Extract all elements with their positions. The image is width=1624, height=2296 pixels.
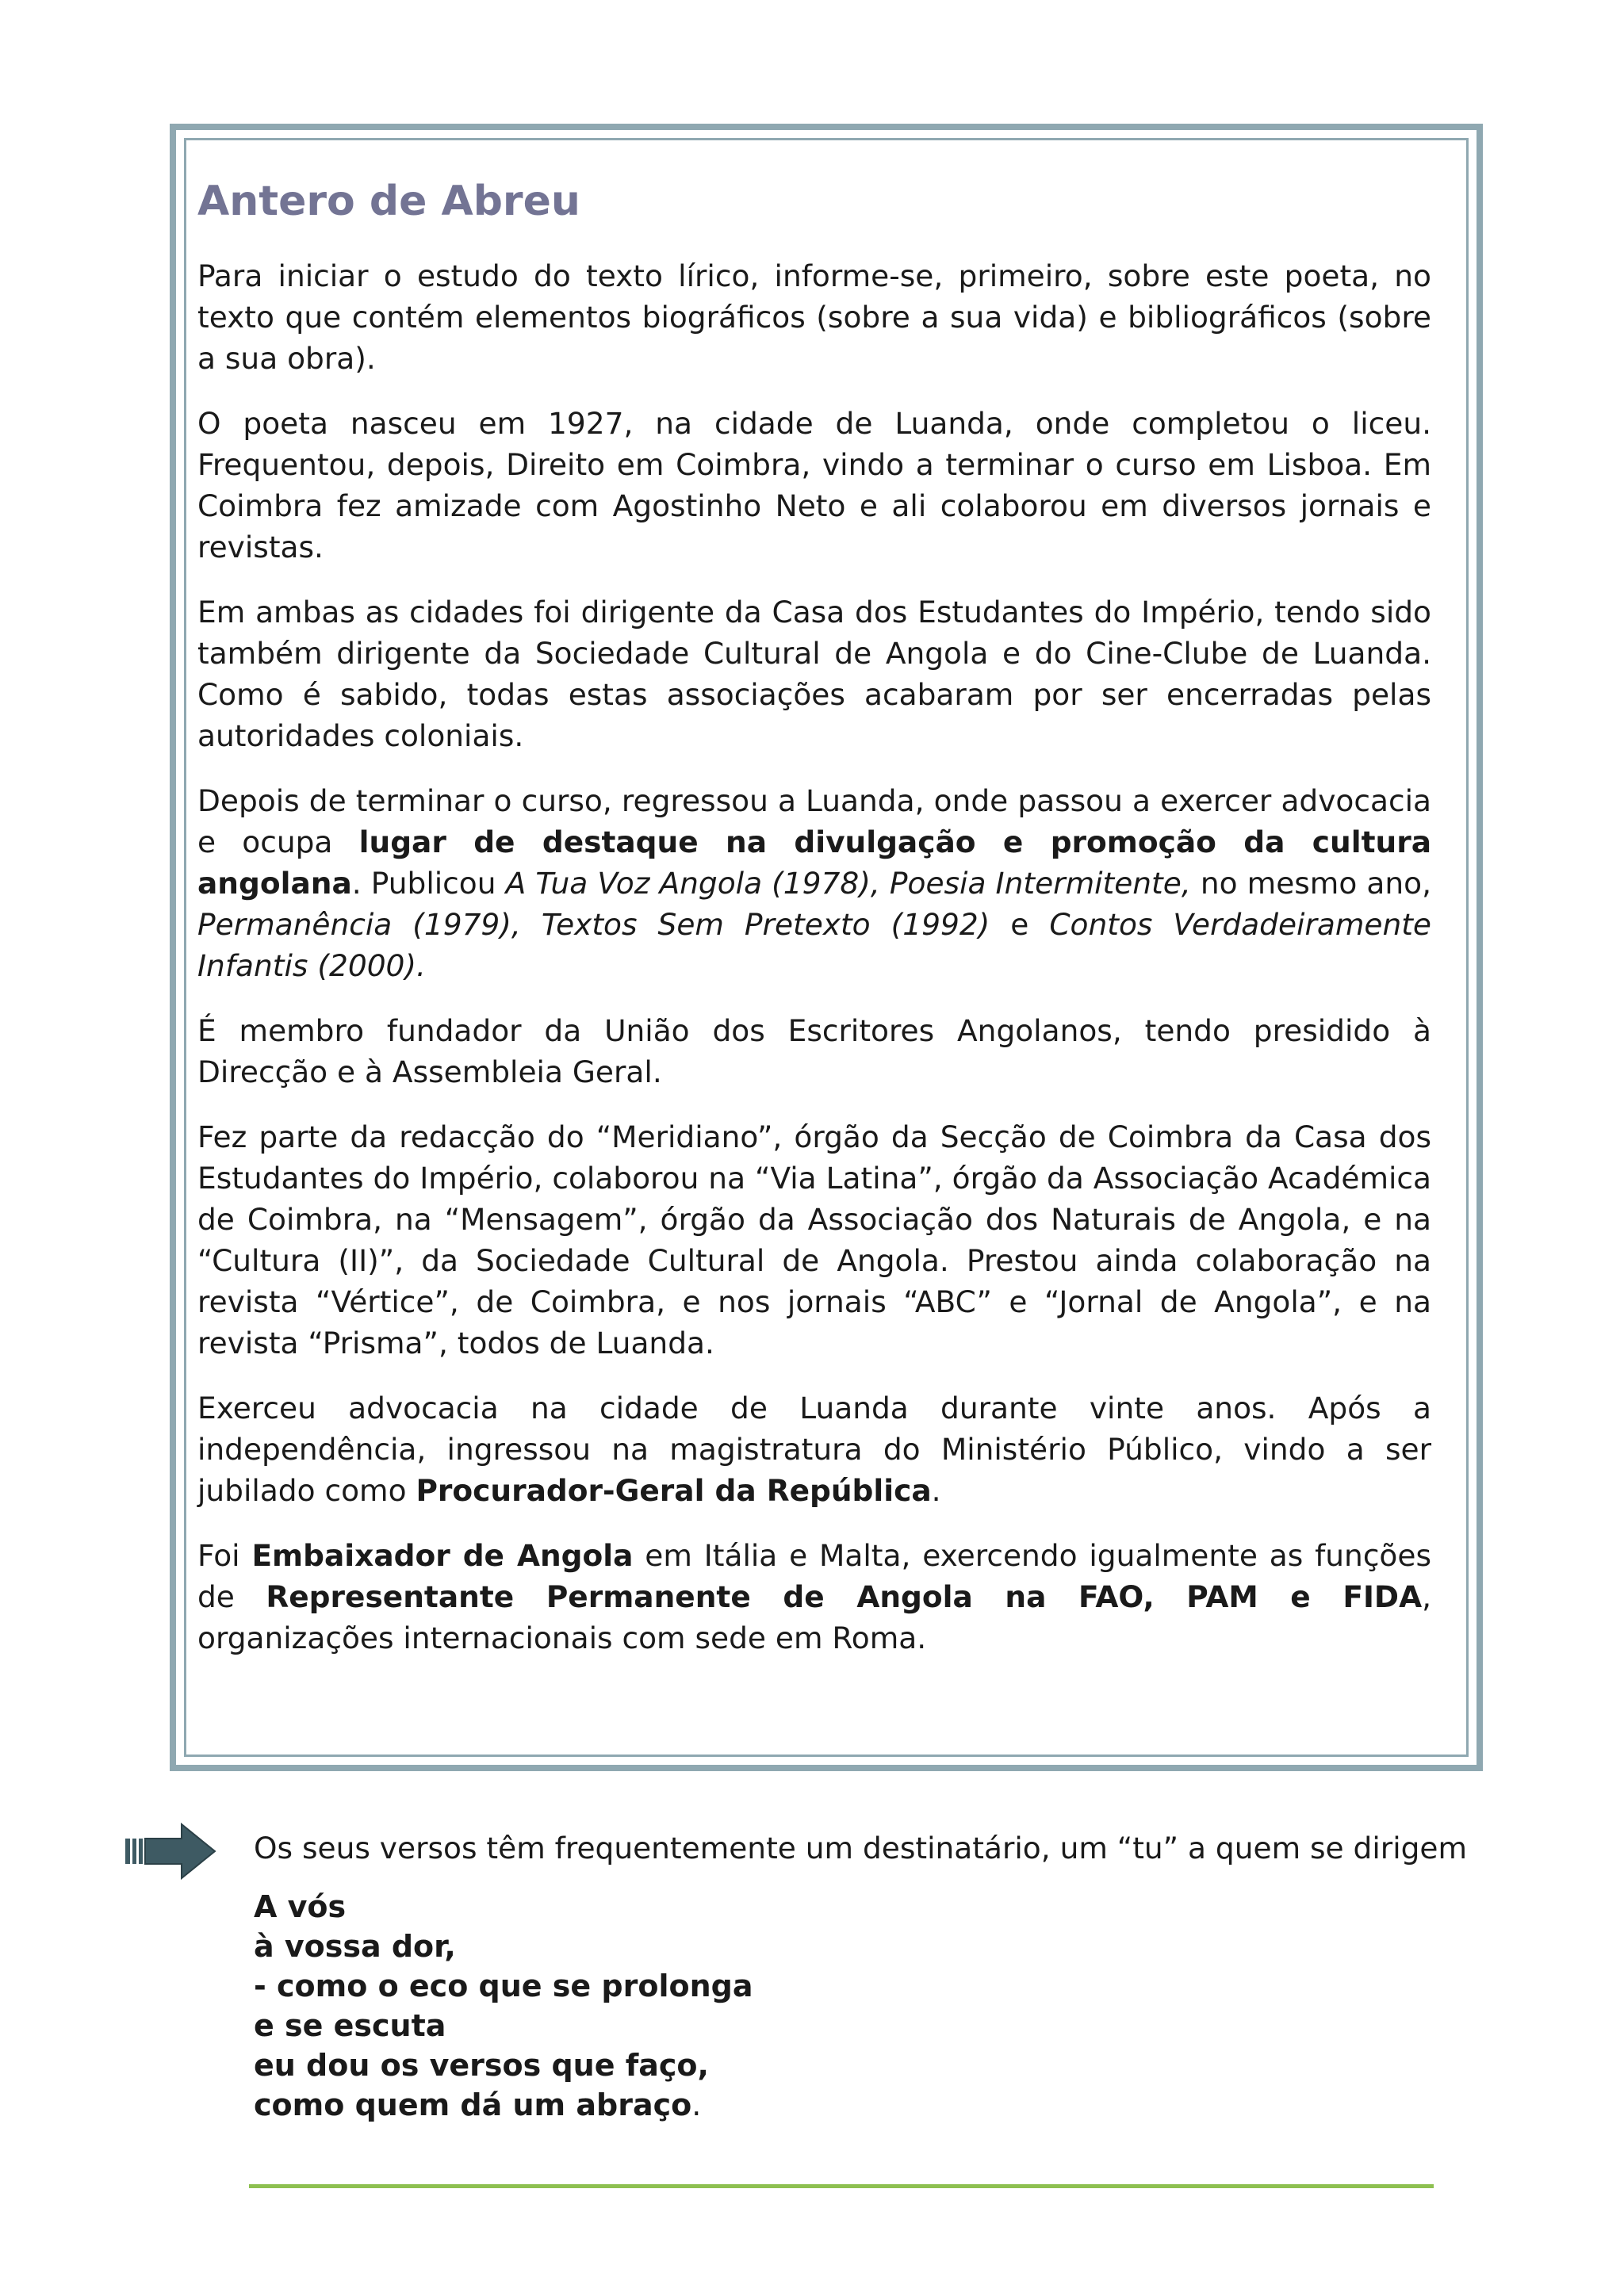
text-run: É membro fundador da União dos Escritores Angolanos, tendo presidido à Direcção e à Assembleia Geral. <box>197 1013 1431 1089</box>
bio-paragraph <box>197 1387 1431 1511</box>
poem-line: eu dou os versos que faço, <box>254 2048 709 2083</box>
text-run: , organizações internacionais com sede em Roma. <box>197 1579 1432 1655</box>
poem-line: - como o eco que se prolonga <box>254 1969 753 2003</box>
poem-line: como quem dá um abraço <box>254 2087 692 2122</box>
bio-paragraph <box>197 1535 1431 1659</box>
text-run: . Publicou <box>351 866 506 901</box>
italic-text: Permanência (1979), Textos Sem Pretexto (1992) <box>197 907 990 942</box>
bio-paragraph <box>197 1010 1431 1093</box>
bold-text: Procurador-Geral da República <box>416 1473 932 1508</box>
text-run: Para iniciar o estudo do texto lírico, informe-se, primeiro, sobre este poeta, no texto que contém elementos biográficos (sobre a sua vida) e bibliográficos (sobre a sua obra). <box>197 258 1431 376</box>
text-run: Fez parte da redacção do “Meridiano”, órgão da Secção de Coimbra da Casa dos Estudantes do Império, colaborou na “Via Latina”, órgão da Associação Académica de Coimbra, na “Mensagem”, órgão da Associação dos Naturais de Angola, e na “Cultura (II)”, da Sociedade Cultural de Angola. Prestou ainda colaboração na revista “Vértice”, de Coimbra, e nos jornais “ABC” e “Jornal de Angola”, e na revista “Prisma”, todos de Luanda. <box>197 1119 1431 1360</box>
poem-line: à vossa dor, <box>254 1929 456 1964</box>
text-run: Em ambas as cidades foi dirigente da Casa dos Estudantes do Império, tendo sido também dirigente da Sociedade Cultural de Angola e do Cine-Clube de Luanda. Como é sabido, todas estas associações acabaram por ser encerradas pelas autoridades coloniais. <box>197 595 1431 753</box>
bio-paragraphs <box>197 255 1431 1659</box>
bio-box <box>197 171 1431 1682</box>
poem-final-period: . <box>691 2087 702 2122</box>
bio-paragraph <box>197 255 1431 379</box>
poem-intro: Os seus versos têm frequentemente um destinatário, um “tu” a quem se dirigem <box>254 1831 1468 1866</box>
bold-text: lugar de destaque na divulgação e promoção da cultura angolana <box>197 825 1432 901</box>
bio-paragraph <box>197 591 1431 756</box>
text-run: O poeta nasceu em 1927, na cidade de Luanda, onde completou o liceu. Frequentou, depois, Direito em Coimbra, vindo a terminar o curso em Lisboa. Em Coimbra fez amizade com Agostinho Neto e ali colaborou em diversos jornais e revistas. <box>197 406 1431 564</box>
poem <box>254 1887 753 2125</box>
bio-title: Antero de Abreu <box>197 178 580 225</box>
italic-text: A Tua Voz Angola (1978), Poesia Intermitente, <box>505 866 1191 901</box>
text-run: Exerceu advocacia na cidade de Luanda durante vinte anos. Após a independência, ingressou na magistratura do Ministério Público, vindo a ser jubilado como <box>197 1391 1431 1508</box>
bold-text: Representante Permanente de Angola na FAO, PAM e FIDA <box>266 1579 1423 1614</box>
poem-line: A vós <box>254 1889 347 1924</box>
bio-paragraph <box>197 403 1431 568</box>
text-run: em Itália e Malta, exercendo igualmente as funções de <box>197 1538 1431 1614</box>
italic-text: Contos Verdadeiramente Infantis (2000). <box>197 907 1431 983</box>
bold-text: Embaixador de Angola <box>251 1538 634 1573</box>
poem-line-last <box>254 2085 753 2125</box>
poem-line: e se escuta <box>254 2008 446 2043</box>
text-run: no mesmo ano, <box>1190 866 1431 901</box>
right-arrow-icon <box>123 1821 218 1881</box>
text-run: Depois de terminar o curso, regressou a Luanda, onde passou a exercer advocacia e ocupa <box>197 783 1431 859</box>
text-run: Foi <box>197 1538 252 1573</box>
footer-rule <box>249 2184 1434 2188</box>
bio-paragraph <box>197 780 1431 986</box>
text-run: . <box>931 1473 941 1508</box>
text-run: e <box>990 907 1050 942</box>
bio-paragraph <box>197 1116 1431 1364</box>
